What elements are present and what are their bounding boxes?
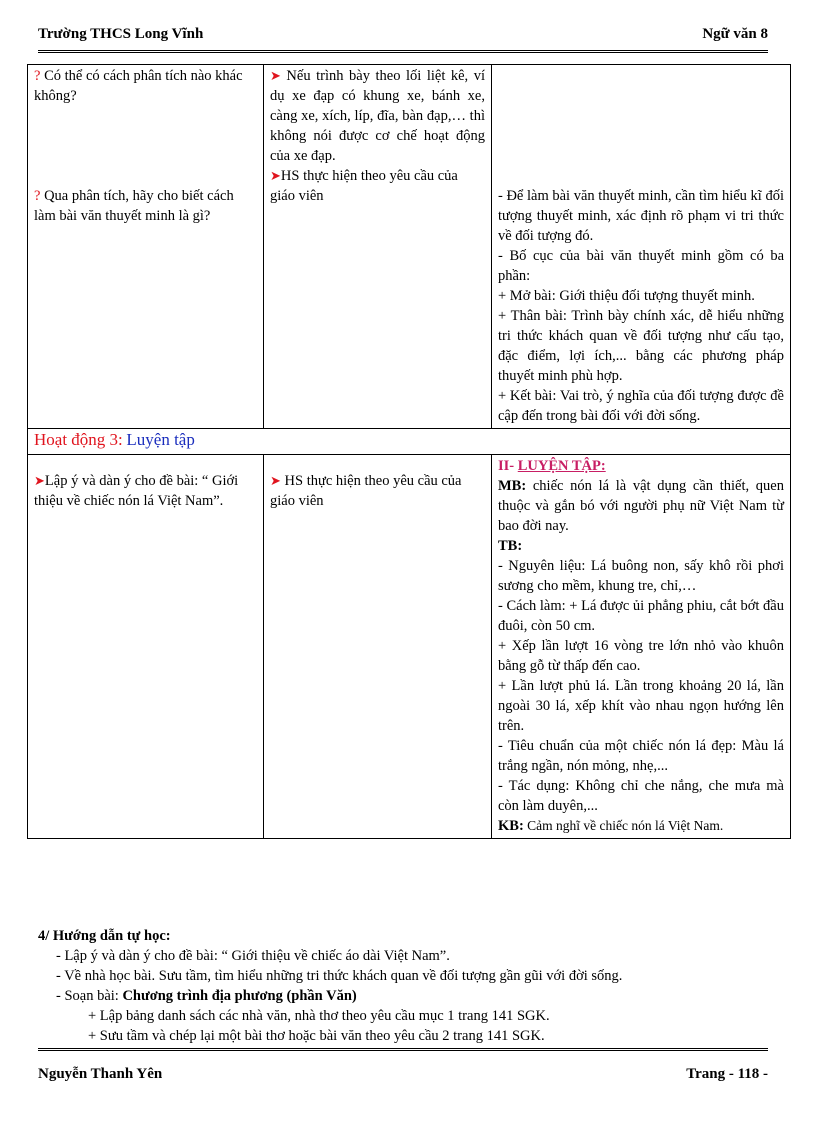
body-paragraph: + Xếp lần lượt 16 vòng tre lớn nhỏ vào khuôn bằng gỗ từ thấp đến cao.: [498, 638, 784, 674]
content-paragraph: - Bố cục của bài văn thuyết minh gồm có ba phần:: [498, 248, 784, 284]
task-text: Lập ý và dàn ý cho đề bài: “ Giới thiệu về chiếc nón lá Việt Nam”.: [34, 473, 239, 509]
homework-item: - Về nhà học bài. Sưu tầm, tìm hiểu những tri thức khách quan về đối tượng gần gũi với đời sống.: [56, 968, 623, 984]
section-title: II- LUYỆN TẬP:: [498, 458, 606, 474]
conclusion-paragraph: KB: Cảm nghĩ về chiếc nón lá Việt Nam.: [498, 818, 724, 834]
homework-item: - Lập ý và dàn ý cho đề bài: “ Giới thiệu về chiếc áo dài Việt Nam”.: [56, 948, 450, 964]
intro-paragraph: MB: chiếc nón lá là vật dụng cần thiết, quen thuộc và gắn bó với người phụ nữ Việt Nam từ bao đời nay.: [498, 478, 784, 534]
content-paragraph: + Kết bài: Vai trò, ý nghĩa của đối tượng được đề cập đến trong bài đối với đời sống.: [498, 388, 784, 424]
student-task-cell: [264, 455, 492, 839]
school-name: Trường THCS Long Vĩnh: [38, 26, 204, 42]
student-activity-cell: [264, 65, 492, 429]
activity-heading-row: [28, 429, 791, 455]
question-2: ? Qua phân tích, hãy cho biết cách làm bài văn thuyết minh là gì?: [34, 188, 234, 224]
author-name: Nguyễn Thanh Yên: [38, 1066, 163, 1082]
body-paragraph: - Tiêu chuẩn của một chiếc nón lá đẹp: Màu lá trắng ngần, nón mỏng, nhẹ,...: [498, 738, 784, 774]
footer-divider: [38, 1048, 768, 1055]
homework-section: [38, 926, 778, 1046]
question-mark-icon: ?: [34, 188, 41, 204]
lesson-table: [27, 64, 791, 839]
teacher-questions-cell: [28, 65, 264, 429]
body-paragraph: + Lần lượt phủ lá. Lần trong khoảng 20 lá, lần ngoài 30 lá, xếp khít vào nhau ngọn hướng lên trên.: [498, 678, 784, 734]
answer-1: ➤ Nếu trình bày theo lối liệt kê, ví dụ xe đạp có khung xe, bánh xe, càng xe, xích, líp, đĩa, bàn đạp,… thì không nói được cơ chế hoạt động của xe đạp.: [270, 68, 485, 164]
homework-item: - Soạn bài: Chương trình địa phương (phần Văn): [56, 988, 357, 1004]
page-footer: [38, 1066, 768, 1083]
homework-title: 4/ Hướng dẫn tự học:: [38, 928, 171, 944]
teacher-task-cell: [28, 455, 264, 839]
activity-title: Luyện tập: [126, 430, 195, 449]
answer-2: ➤HS thực hiện theo yêu cầu của giáo viên: [270, 168, 458, 204]
body-paragraph: - Cách làm: + Lá được ủi phẳng phiu, cắt bớt đầu đuôi, còn 50 cm.: [498, 598, 784, 634]
homework-subitem: + Lập bảng danh sách các nhà văn, nhà thơ theo yêu cầu mục 1 trang 141 SGK.: [88, 1008, 550, 1024]
arrow-bullet-icon: ➤: [270, 168, 281, 183]
question-1: ? Có thể có cách phân tích nào khác không?: [34, 68, 243, 104]
arrow-bullet-icon: ➤: [270, 68, 281, 83]
page-header: [38, 24, 768, 53]
table-row: [28, 455, 791, 839]
content-cell: [492, 65, 791, 429]
body-label: TB:: [498, 538, 523, 554]
homework-subitem: + Sưu tầm và chép lại một bài thơ hoặc bài văn theo yêu cầu 2 trang 141 SGK.: [88, 1028, 545, 1044]
content-paragraph: - Để làm bài văn thuyết minh, cần tìm hiểu kĩ đối tượng thuyết minh, xác định rõ phạm vi tri thức về đối tượng đó.: [498, 188, 784, 244]
body-paragraph: - Nguyên liệu: Lá buông non, sấy khô rồi phơi sương cho mềm, khung tre, chỉ,…: [498, 558, 784, 594]
activity-heading: [28, 429, 791, 455]
task-response: HS thực hiện theo yêu cầu của giáo viên: [270, 473, 462, 509]
page-number: Trang - 118 -: [686, 1066, 768, 1082]
arrow-bullet-icon: ➤: [270, 473, 281, 488]
content-paragraph: + Mở bài: Giới thiệu đối tượng thuyết minh.: [498, 288, 755, 304]
content-paragraph: + Thân bài: Trình bày chính xác, dễ hiểu những tri thức khách quan về đối tượng như cấu tạo, đặc điểm, lợi ích,... bằng các phương pháp thuyết minh phù hợp.: [498, 308, 784, 384]
subject-name: Ngữ văn 8: [702, 26, 768, 42]
arrow-bullet-icon: ➤: [34, 473, 45, 488]
activity-label: Hoạt động 3:: [34, 430, 123, 449]
body-paragraph: - Tác dụng: Không chỉ che nắng, che mưa mà còn làm duyên,...: [498, 778, 784, 814]
practice-content-cell: [492, 455, 791, 839]
question-mark-icon: ?: [34, 68, 41, 84]
table-row: [28, 65, 791, 429]
